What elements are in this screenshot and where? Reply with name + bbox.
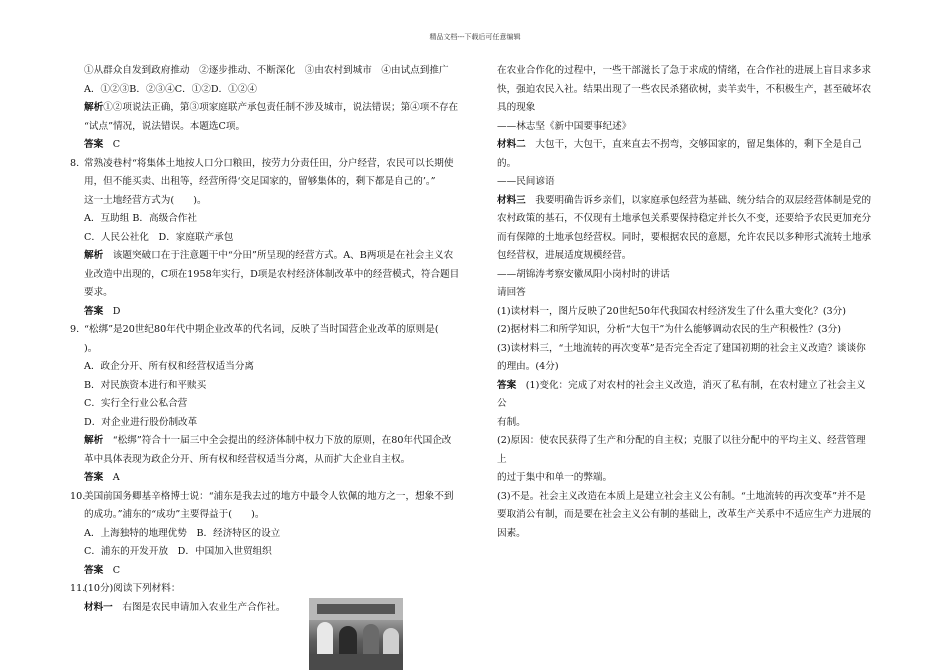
q8-option-a: A．互助组 B．高级合作社 <box>84 213 197 224</box>
q7-analysis <box>84 99 464 118</box>
q9-option-b: B．对民族资本进行和平赎买 <box>84 379 207 391</box>
question-8 <box>70 155 464 174</box>
answer-2: (2)原因：使农民获得了生产和分配的自主权；克服了以往分配中的平均主义、经营管理上 <box>497 435 866 465</box>
material-1-source: ——林志坚《新中国要事纪述》 <box>497 120 632 132</box>
material-3-cont-4: 包经营权，进展适度规模经营。 <box>497 250 632 261</box>
answer-value: C <box>112 564 121 576</box>
material-1-cont-1: 在农业合作化的过程中，一些干部滋长了急于求成的情绪，在合作社的进展上盲目求多求 <box>497 65 872 76</box>
sub-question-1: (1)读材料一，图片反映了20世纪50年代我国农村经济发生了什么重大变化？(3分) <box>497 305 846 317</box>
answer-text: (1)变化：完成了对农村的社会主义改造，消灭了私有制，在农村建立了社会主义公 <box>497 379 866 409</box>
material-label: 材料一 <box>84 601 113 613</box>
question-number: 10. <box>70 490 86 502</box>
answer-label: 答案 <box>84 305 104 317</box>
q9-option-a: A．政企分开、所有权和经营权适当分离 <box>84 361 255 372</box>
q8-analysis <box>84 247 464 266</box>
farmers-photo <box>309 598 403 670</box>
analysis-text: “松绑”符合十一届三中全会提出的经济体制中权力下放的原则，在80年代国企改 <box>112 435 452 446</box>
question-number: 8. <box>70 157 80 169</box>
q9-option-c: C．实行全行业公私合营 <box>84 398 188 409</box>
question-number: 9. <box>70 324 80 335</box>
page-header: 精品文档---下载后可任意编辑 <box>429 33 521 41</box>
q8-option-c: C．人民公社化 D．家庭联产承包 <box>84 231 234 243</box>
answer-1-cont: 有制。 <box>497 416 526 428</box>
analysis-label: 解析 <box>84 102 104 113</box>
answer-3-cont-2: 因素。 <box>497 527 526 539</box>
q8-text-2: 用，但不能买卖、出租等，经营所得‘交足国家的，留够集体的，剩下都是自己的’。” <box>84 176 436 187</box>
answer-1 <box>497 377 875 414</box>
question-lead: 请回答 <box>497 287 526 298</box>
answer-value: D <box>112 305 121 317</box>
material-1-cont-3: 具的现象 <box>497 102 536 113</box>
answer-label: 答案 <box>84 139 104 150</box>
analysis-label: 解析 <box>84 250 104 261</box>
analysis-text: 该题突破口在于注意题干中“分田”所呈现的经营方式。A、B两项是在社会主义农 <box>112 250 454 261</box>
material-text: 大包干，大包干，直来直去不拐弯，交够国家的，留足集体的，剩下全是自己的。 <box>497 139 862 169</box>
q10-option-a: A．上海独特的地理优势 B．经济特区的设立 <box>84 527 281 539</box>
q9-text-2: )。 <box>84 342 98 354</box>
answer-label: 答案 <box>84 472 104 483</box>
sub-question-3-cont: 的理由。(4分) <box>497 361 559 372</box>
sub-question-2: (2)据材料二和所学知识，分析“大包干”为什么能够调动农民的生产积极性？(3分) <box>497 324 841 335</box>
q9-analysis <box>84 432 464 451</box>
answer-value: C <box>112 139 121 150</box>
answer-value: A <box>112 472 120 483</box>
q10-option-c: C．浦东的开发开放 D．中国加入世贸组织 <box>84 546 272 557</box>
q9-answer <box>84 469 464 488</box>
q8-answer <box>84 303 464 322</box>
analysis-label: 解析 <box>84 435 104 446</box>
right-column <box>497 62 875 543</box>
question-10 <box>70 488 464 507</box>
material-label: 材料二 <box>497 139 526 150</box>
q7-analysis-cont: “试点”情况，说法错误。本题选C项。 <box>84 120 246 132</box>
answer-2-cont: 的过于集中和单一的弊端。 <box>497 472 613 483</box>
question-text: 常熟凌巷村“将集体土地按人口分口粮田，按劳力分责任田，分户经营，农民可以长期使 <box>84 157 454 169</box>
q7-choices: A．①②③B．②③④C．①②D．①②④ <box>84 83 257 95</box>
sub-question-3: (3)读材料三，“土地流转的再次变革”是否完全否定了建国初期的社会主义改造？谈谈你 <box>497 342 866 354</box>
answer-3: (3)不是。社会主义改造在本质上是建立社会主义公有制。“土地流转的再次变革”并不是 <box>497 490 866 502</box>
q7-options: ①从群众自发到政府推动 ②逐步推动、不断深化 ③由农村到城市 ④由试点到推广 <box>84 65 449 76</box>
material-2-source: ——民间谚语 <box>497 176 555 187</box>
q7-answer <box>84 136 464 155</box>
question-text: 美国前国务卿基辛格博士说：“浦东是我去过的地方中最令人钦佩的地方之一，想象不到 <box>84 490 454 502</box>
material-1 <box>84 599 464 618</box>
q8-text-3: 这一土地经营方式为( )。 <box>84 194 207 206</box>
material-3-cont-3: 而有保障的土地承包经营权。同时，要根据农民的意愿，允许农民以多种形式流转土地承 <box>497 231 872 243</box>
material-3-source: ——胡锦涛考察安徽凤阳小岗村时的讲话 <box>497 268 670 280</box>
answer-label: 答案 <box>84 564 104 576</box>
question-9 <box>70 321 464 340</box>
material-1-cont-2: 快，强迫农民入社。结果出现了一些农民杀猪砍树，卖羊卖牛，不积极生产，甚至破坏农 <box>497 83 872 95</box>
question-11 <box>70 580 464 599</box>
question-text: (10分)阅读下列材料： <box>84 583 181 594</box>
material-text: 右图是农民申请加入农业生产合作社。 <box>122 601 286 613</box>
material-3 <box>497 192 875 211</box>
analysis-text: ①②项说法正确，第③项家庭联产承包责任制不涉及城市，说法错误；第④项不存在 <box>103 102 459 113</box>
answer-3-cont: 要取消公有制，而是要在社会主义公有制的基础上，改革生产关系中不适应生产力进展的 <box>497 509 872 520</box>
question-text: “松绑”是20世纪80年代中期企业改革的代名词，反映了当时国营企业改革的原则是( <box>84 324 439 335</box>
material-3-cont-2: 农村政策的基石，不仅现有土地承包关系要保持稳定并长久不变，还要给予农民更加充分 <box>497 213 872 224</box>
q9-option-d: D．对企业进行股份制改革 <box>84 416 198 428</box>
q10-answer <box>84 562 464 581</box>
q10-text-2: 的成功。”浦东的“成功”主要得益于( )。 <box>84 509 265 520</box>
q8-analysis-3: 要求。 <box>84 287 113 298</box>
material-label: 材料三 <box>497 194 526 206</box>
answer-label: 答案 <box>497 379 517 391</box>
q8-analysis-2: 业改造中出现的，C项在1958年实行，D项是农村经济体制改革中的经营模式，符合题目 <box>84 268 460 280</box>
question-number: 11. <box>70 583 86 594</box>
material-2 <box>497 136 875 173</box>
left-column <box>70 62 464 617</box>
q9-analysis-2: 革中具体表现为政企分开、所有权和经营权适当分离，从而扩大企业自主权。 <box>84 453 411 465</box>
material-text: 我要明确告诉乡亲们，以家庭承包经营为基础、统分结合的双层经营体制是党的 <box>535 194 872 206</box>
